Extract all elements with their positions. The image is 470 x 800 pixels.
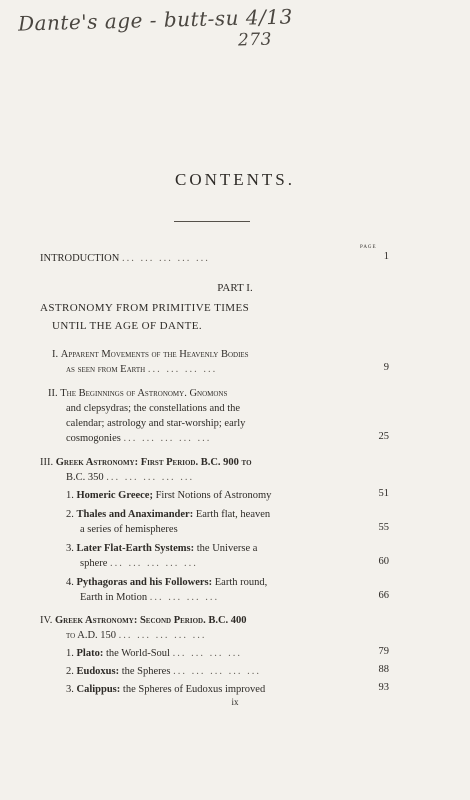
page-number: 55 <box>378 522 389 533</box>
section-title: Earth in Motion <box>80 592 148 603</box>
chapter-title: Greek Astronomy: First Period. B.C. 900 to <box>55 457 252 468</box>
toc-entry-chapter-iv <box>40 613 247 629</box>
toc-entry-continuation <box>66 431 211 447</box>
toc-entry-chapter-i <box>52 347 249 363</box>
chapter-number: IV. <box>40 615 53 626</box>
section-lead: Homeric Greece; <box>76 490 153 501</box>
toc-entry-continuation <box>66 362 217 378</box>
section-title: the Universe a <box>196 543 258 554</box>
handwritten-number: 273 <box>237 29 273 51</box>
chapter-title: as seen from Earth <box>66 364 146 375</box>
toc-subentry-continuation <box>80 556 198 572</box>
chapter-title: cosmogonies <box>66 433 121 444</box>
toc-subentry <box>66 488 271 504</box>
chapter-number: I. <box>52 349 59 360</box>
leader-dots: ... ... ... ... ... <box>173 666 261 677</box>
section-lead: Calippus: <box>76 684 121 695</box>
part-heading: PART I. <box>217 282 253 294</box>
toc-subentry-continuation: a series of hemispheres <box>80 524 178 535</box>
section-title: Earth flat, heaven <box>195 509 271 520</box>
page-number: 1 <box>383 251 389 262</box>
section-lead: Later Flat-Earth Systems: <box>76 543 195 554</box>
section-lead: Thales and Anaximander: <box>76 509 194 520</box>
folio-number: ix <box>231 697 239 707</box>
toc-entry-continuation <box>66 470 194 486</box>
section-title: First Notions of Astronomy <box>155 490 272 501</box>
leader-dots: ... ... ... ... ... <box>118 630 207 641</box>
part-subtitle: ASTRONOMY FROM PRIMITIVE TIMES <box>40 302 250 314</box>
page-number: 93 <box>378 682 389 693</box>
section-lead: Pythagoras and his Followers: <box>76 577 213 588</box>
part-subtitle: UNTIL THE AGE OF DANTE. <box>52 320 203 332</box>
section-lead: Plato: <box>76 648 104 659</box>
section-number: 3. <box>66 684 74 695</box>
page-number: 60 <box>378 556 389 567</box>
section-number: 2. <box>66 666 74 677</box>
leader-dots: ... ... ... ... <box>172 648 242 659</box>
leader-dots: ... ... ... ... ... <box>121 253 210 264</box>
page-number: 79 <box>378 646 389 657</box>
section-number: 3. <box>66 543 74 554</box>
section-number: 1. <box>66 648 74 659</box>
toc-entry-introduction <box>40 251 210 267</box>
leader-dots: ... ... ... ... ... <box>123 433 212 444</box>
page-number: 88 <box>378 664 389 675</box>
leader-dots: ... ... ... ... ... <box>110 558 198 569</box>
leader-dots: ... ... ... ... ... <box>106 472 195 483</box>
chapter-title: Apparent Movements of the Heavenly Bodies <box>60 349 249 360</box>
page-number: 66 <box>378 590 389 601</box>
chapter-title: to A.D. 150 <box>66 630 117 641</box>
toc-entry-continuation <box>66 628 207 644</box>
page-column-header: PAGE <box>360 245 377 250</box>
page-number: 51 <box>378 488 389 499</box>
chapter-number: II. <box>48 388 58 399</box>
toc-subentry <box>66 646 242 662</box>
chapter-title: B.C. 350 <box>66 472 104 483</box>
toc-subentry <box>66 541 257 557</box>
section-title: the Spheres <box>121 666 171 677</box>
handwritten-note: Dante's age - butt-su 4/13 <box>17 4 294 36</box>
section-title: the World-Soul <box>105 648 170 659</box>
title-rule <box>174 221 250 222</box>
leader-dots: ... ... ... ... <box>149 592 220 603</box>
section-title: Earth round, <box>214 577 268 588</box>
section-number: 2. <box>66 509 74 520</box>
chapter-title: The Beginnings of Astronomy. Gnomons <box>60 388 228 399</box>
page-title: CONTENTS. <box>174 170 296 189</box>
toc-entry-chapter-ii <box>48 386 227 402</box>
toc-entry-continuation: calendar; astrology and star-worship; early <box>66 418 246 429</box>
section-number: 4. <box>66 577 74 588</box>
toc-entry-continuation: and clepsydras; the constellations and the <box>66 403 241 414</box>
toc-subentry-continuation <box>80 590 219 606</box>
page-number: 9 <box>383 362 389 373</box>
section-number: 1. <box>66 490 74 501</box>
toc-subentry <box>66 575 267 591</box>
toc-subentry <box>66 507 270 523</box>
page-number: 25 <box>378 431 389 442</box>
section-title: the Spheres of Eudoxus improved <box>122 684 266 695</box>
leader-dots: ... ... ... ... <box>147 364 218 375</box>
section-title: sphere <box>80 558 108 569</box>
chapter-number: III. <box>40 457 54 468</box>
entry-label: INTRODUCTION <box>40 253 120 264</box>
toc-subentry <box>66 682 265 698</box>
section-lead: Eudoxus: <box>76 666 120 677</box>
toc-subentry <box>66 664 261 680</box>
toc-entry-chapter-iii <box>40 455 252 471</box>
chapter-title: Greek Astronomy: Second Period. B.C. 400 <box>54 615 247 626</box>
